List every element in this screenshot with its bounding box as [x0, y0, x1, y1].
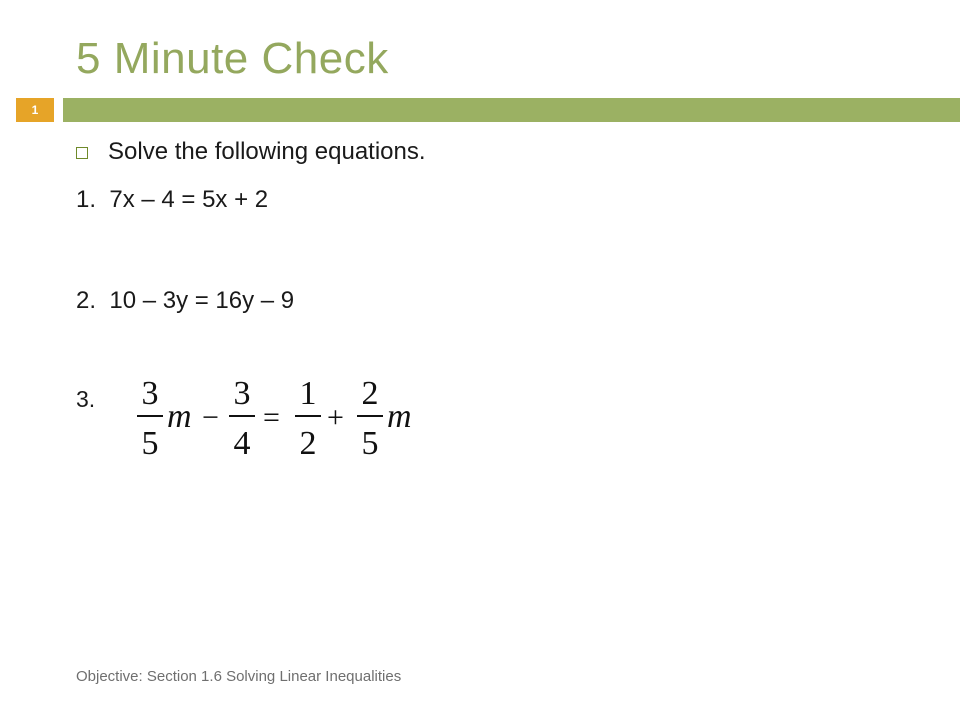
- footer-objective: Objective: Section 1.6 Solving Linear Inequalities: [76, 668, 402, 685]
- frac1-numerator: 3: [141, 375, 159, 412]
- problem-2: 2. 10 – 3y = 16y – 9: [76, 287, 295, 314]
- frac4-denominator: 5: [361, 425, 379, 462]
- equals-sign: =: [263, 401, 280, 434]
- frac4-numerator: 2: [361, 375, 379, 412]
- plus-sign: +: [327, 401, 344, 434]
- frac3-denominator: 2: [299, 425, 317, 462]
- minus-sign: −: [202, 401, 219, 434]
- frac2-denominator: 4: [233, 425, 251, 462]
- variable-m-1: m: [167, 398, 192, 435]
- problem-1: 1. 7x – 4 = 5x + 2: [76, 186, 269, 213]
- equation-3: [125, 368, 425, 468]
- variable-m-2: m: [387, 398, 412, 435]
- square-bullet-icon: [76, 147, 88, 159]
- problem-3-label: 3.: [76, 386, 96, 412]
- frac3-numerator: 1: [299, 375, 317, 412]
- frac2-numerator: 3: [233, 375, 251, 412]
- frac1-denominator: 5: [141, 425, 159, 462]
- bullet-item: [76, 138, 426, 166]
- title-divider-bar: [63, 98, 960, 122]
- slide-title: 5 Minute Check: [76, 34, 389, 83]
- bullet-text: Solve the following equations.: [108, 138, 426, 165]
- slide-number-badge: 1: [16, 98, 54, 122]
